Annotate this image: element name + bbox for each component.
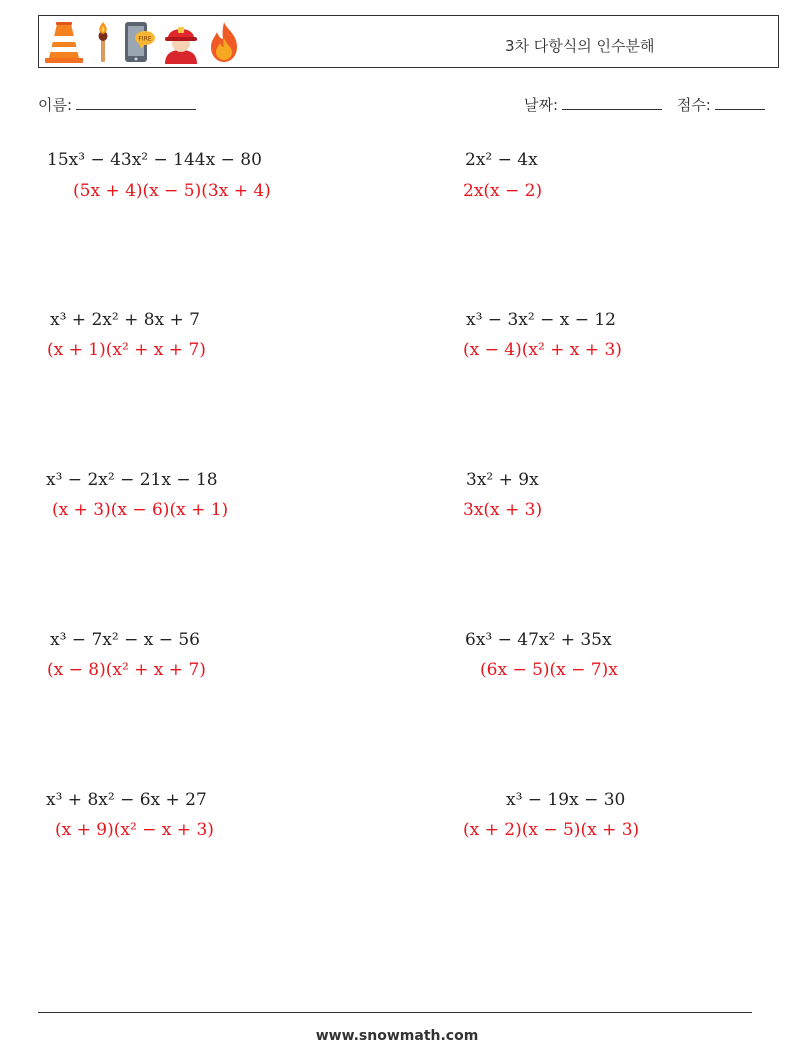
problem-2: 2x² − 4x: [465, 150, 538, 170]
score-blank[interactable]: [715, 96, 765, 110]
problem-7: x³ − 7x² − x − 56: [50, 630, 200, 650]
answer-5: (x + 3)(x − 6)(x + 1): [52, 500, 229, 520]
problem-5: x³ − 2x² − 21x − 18: [46, 470, 218, 490]
worksheet-header: [38, 15, 779, 68]
problem-8: 6x³ − 47x² + 35x: [465, 630, 612, 650]
svg-text:FIRE: FIRE: [138, 35, 152, 43]
date-score-field: [524, 94, 765, 115]
footer-site[interactable]: www.snowmath.com: [315, 1028, 479, 1044]
date-label: 날짜:: [524, 96, 559, 114]
date-blank[interactable]: [562, 96, 662, 110]
answer-1: (5x + 4)(x − 5)(3x + 4): [73, 181, 271, 201]
header-icons: [43, 20, 243, 64]
answer-8: (6x − 5)(x − 7)x: [480, 660, 618, 680]
footer-divider: [38, 1012, 752, 1013]
answer-10: (x + 2)(x − 5)(x + 3): [463, 820, 640, 840]
answer-2: 2x(x − 2): [463, 181, 543, 201]
name-label: 이름:: [38, 96, 73, 114]
worksheet-title: 3차 다항식의 인수분해: [505, 37, 655, 55]
name-field: [38, 94, 196, 115]
answer-7: (x − 8)(x² + x + 7): [47, 660, 206, 680]
phone-fire-icon: [121, 20, 157, 64]
answer-3: (x + 1)(x² + x + 7): [47, 340, 206, 360]
problem-3: x³ + 2x² + 8x + 7: [50, 310, 200, 330]
problem-10: x³ − 19x − 30: [506, 790, 626, 810]
problem-4: x³ − 3x² − x − 12: [466, 310, 616, 330]
answer-4: (x − 4)(x² + x + 3): [463, 340, 622, 360]
problem-1: 15x³ − 43x² − 144x − 80: [47, 150, 262, 170]
problem-6: 3x² + 9x: [466, 470, 539, 490]
problem-9: x³ + 8x² − 6x + 27: [46, 790, 207, 810]
score-label: 점수:: [676, 96, 711, 114]
firefighter-icon: [161, 20, 201, 64]
traffic-cone-icon: [43, 20, 85, 64]
flame-icon: [205, 20, 243, 64]
name-blank[interactable]: [76, 96, 196, 110]
answer-9: (x + 9)(x² − x + 3): [55, 820, 214, 840]
match-icon: [89, 20, 117, 64]
answer-6: 3x(x + 3): [463, 500, 543, 520]
